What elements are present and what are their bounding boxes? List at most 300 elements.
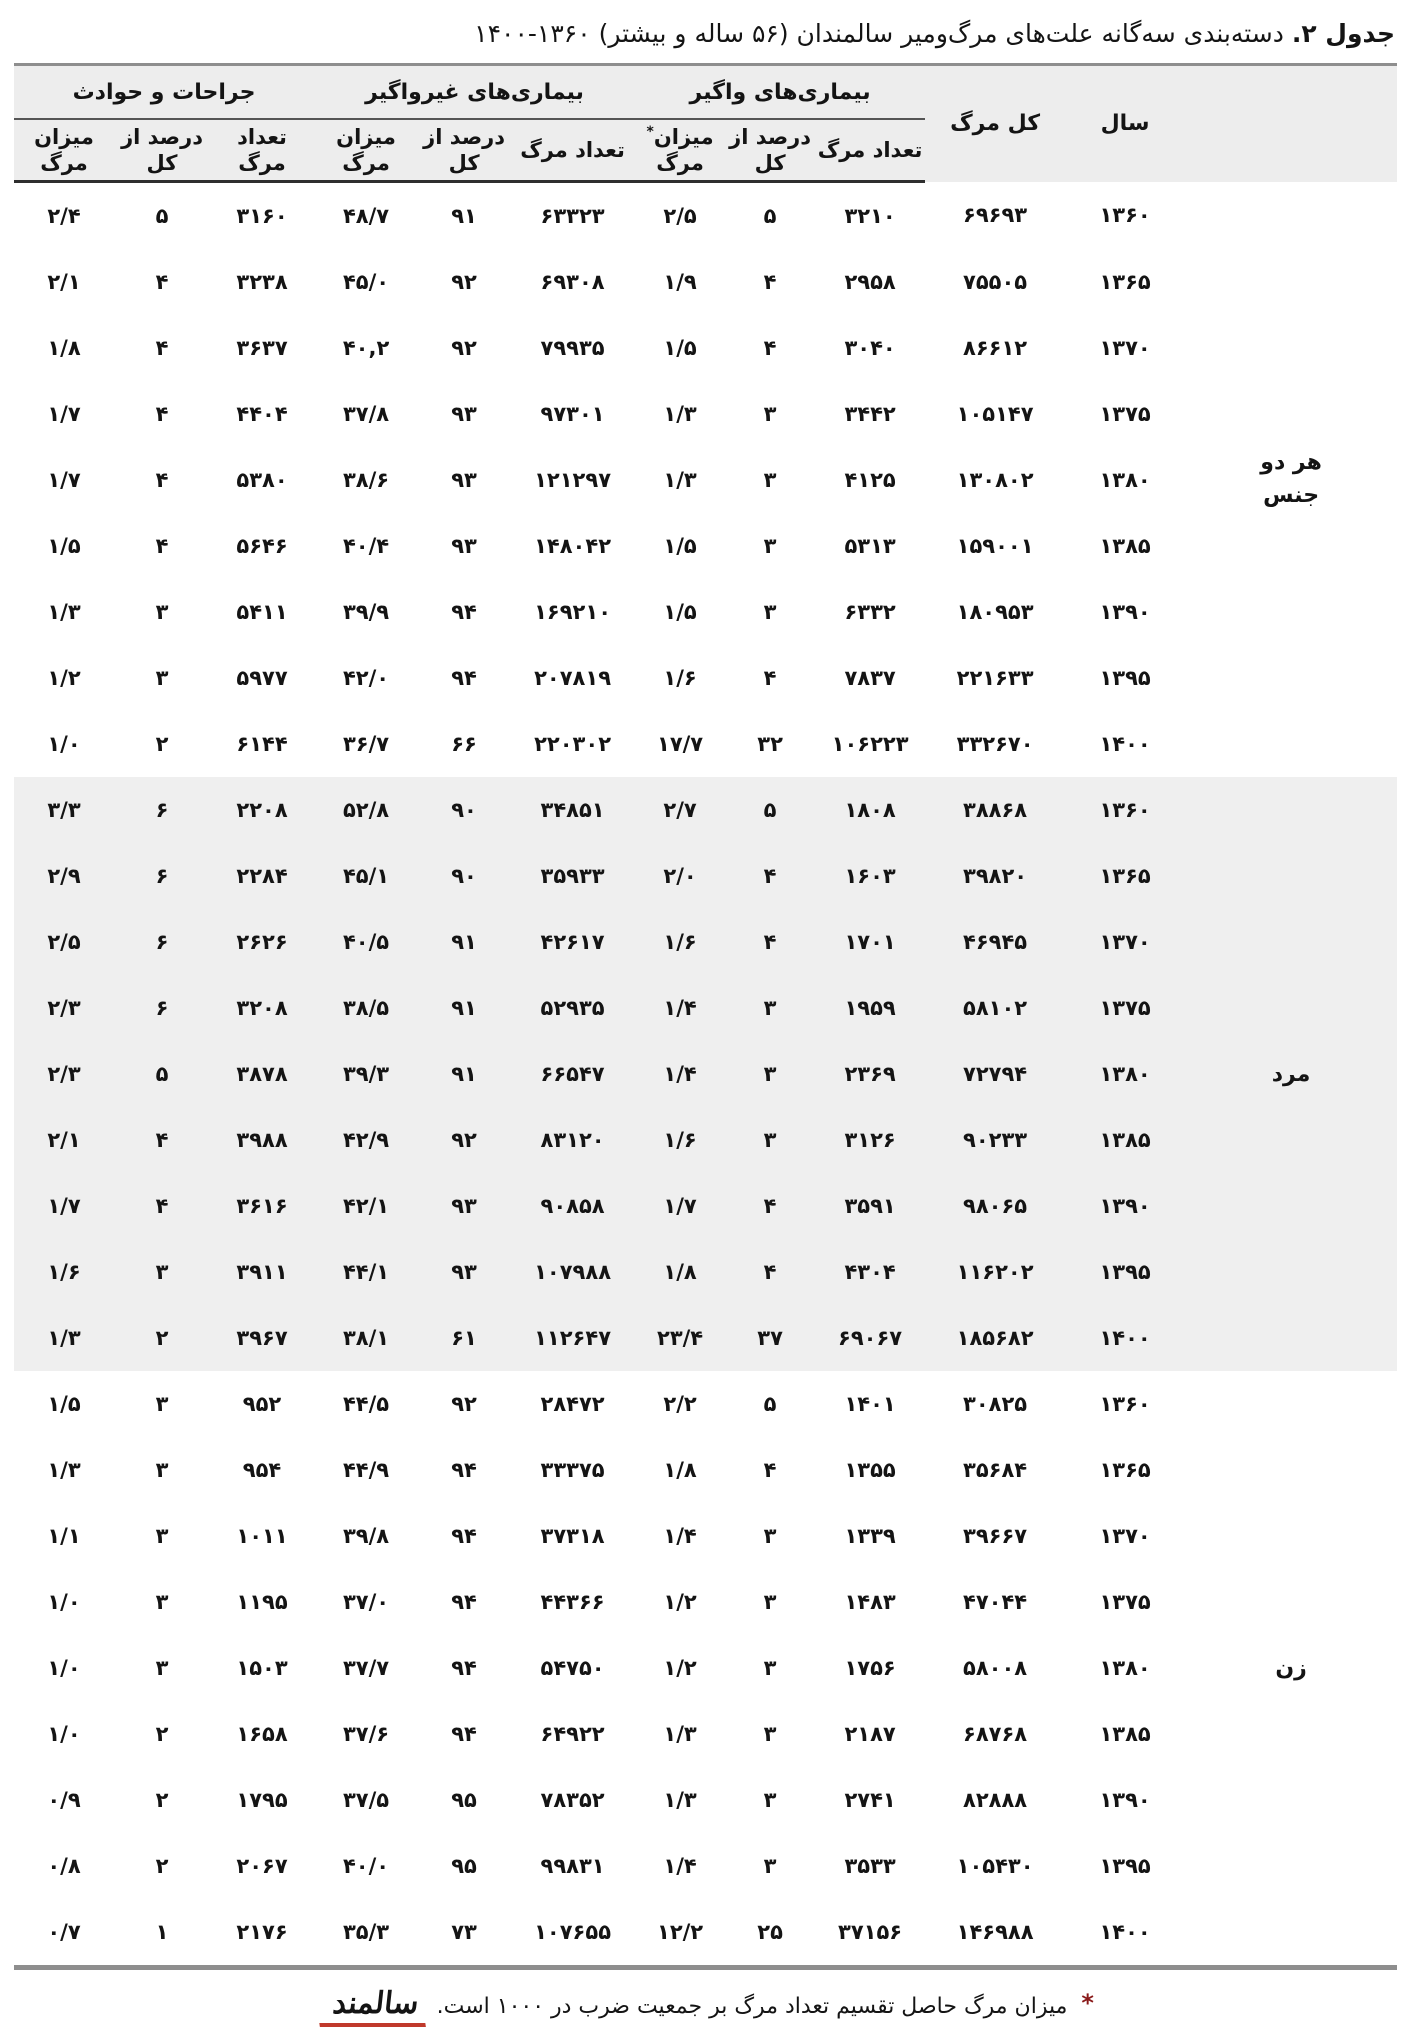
cell-total: ۶۸۷۶۸ <box>963 1722 1028 1746</box>
cell-injuries-count: ۲۰۶۷ <box>236 1854 288 1878</box>
cell-noncontagious-count: ۹۹۸۳۱ <box>540 1854 605 1878</box>
cell-year: ۱۳۸۵ <box>1099 1722 1151 1746</box>
cell-contagious-rate: ۱/۳ <box>663 1788 697 1812</box>
cell-year: ۱۳۷۵ <box>1099 402 1151 426</box>
cell-year: ۱۳۷۰ <box>1065 909 1185 975</box>
cell-noncontagious-count: ۳۳۳۷۵ <box>540 1458 605 1482</box>
cell-injuries-rate: ۱/۵ <box>47 534 81 558</box>
cell-noncontagious-percent: ۹۱ <box>418 909 510 975</box>
cell-injuries-percent: ۳ <box>155 1458 169 1482</box>
cell-injuries-rate: ۱/۷ <box>14 1173 114 1239</box>
cell-injuries-percent: ۶ <box>114 909 210 975</box>
cell-noncontagious-rate: ۴۰/۰ <box>342 1854 390 1878</box>
cell-year: ۱۳۶۰ <box>1099 203 1151 228</box>
cell-contagious-rate: ۱/۵ <box>663 600 697 624</box>
cell-noncontagious-rate: ۴۴/۵ <box>342 1392 390 1416</box>
cell-injuries-count: ۵۴۱۱ <box>236 600 288 624</box>
header-injuries-percent: درصد از کل <box>114 119 210 182</box>
cell-noncontagious-percent: ۹۱ <box>418 975 510 1041</box>
header-noncontagious-count: تعداد مرگ <box>510 119 635 182</box>
cell-total: ۹۰۲۳۳ <box>925 1107 1065 1173</box>
cell-noncontagious-count: ۳۷۳۱۸ <box>540 1524 605 1548</box>
cell-injuries-count: ۲۶۲۶ <box>210 909 314 975</box>
cell-total: ۱۰۵۴۳۰ <box>956 1854 1034 1878</box>
cell-injuries-count: ۲۲۰۸ <box>210 777 314 843</box>
cell-injuries-count: ۳۹۶۷ <box>210 1305 314 1371</box>
cell-injuries-count: ۳۹۱۱ <box>210 1239 314 1305</box>
cell-injuries-percent: ۶ <box>114 777 210 843</box>
cell-injuries-rate: ۱/۱ <box>47 1524 81 1548</box>
cell-injuries-percent: ۴ <box>155 468 169 492</box>
cell-noncontagious-count: ۲۰۷۸۱۹ <box>534 666 612 690</box>
table-body <box>14 182 1397 1968</box>
cell-noncontagious-rate: ۴۰/۵ <box>314 909 418 975</box>
cell-injuries-count: ۱۶۵۸ <box>236 1722 288 1746</box>
cell-year: ۱۴۰۰ <box>1065 1305 1185 1371</box>
cell-contagious-count: ۱۴۸۳ <box>844 1590 896 1614</box>
header-contagious-diseases: بیماری‌های واگیر <box>635 65 925 120</box>
cell-year: ۱۳۷۵ <box>1099 1590 1151 1614</box>
cell-noncontagious-count: ۴۲۶۱۷ <box>510 909 635 975</box>
header-injuries-accidents: جراحات و حوادث <box>14 65 314 120</box>
cell-injuries-rate: ۱/۳ <box>47 1458 81 1482</box>
cell-injuries-count: ۴۴۰۴ <box>236 402 288 426</box>
header-contagious-percent: درصد از کل <box>725 119 815 182</box>
cell-contagious-count: ۱۴۰۱ <box>844 1392 896 1416</box>
cell-injuries-count: ۱۱۹۵ <box>236 1590 288 1614</box>
cell-noncontagious-count: ۶۶۵۴۷ <box>510 1041 635 1107</box>
footnote-text: میزان مرگ حاصل تقسیم تعداد مرگ بر جمعیت ضرب در ۱۰۰۰ است. <box>436 1994 1068 2019</box>
cell-year: ۱۳۸۵ <box>1099 534 1151 558</box>
cell-noncontagious-rate: ۴۲/۱ <box>314 1173 418 1239</box>
cell-injuries-rate: ۱/۰ <box>47 732 81 756</box>
cell-contagious-percent: ۳۲ <box>757 732 783 756</box>
cell-contagious-percent: ۳ <box>725 975 815 1041</box>
table-row-both-۱۳۶۰ <box>14 182 1397 250</box>
group-header-row <box>14 65 1397 120</box>
cell-injuries-rate: ۱/۳ <box>14 1305 114 1371</box>
cell-contagious-count: ۲۱۸۷ <box>844 1722 896 1746</box>
cell-contagious-percent: ۲۵ <box>757 1920 783 1944</box>
header-injuries-rate: میزان مرگ <box>14 119 114 182</box>
cell-injuries-percent: ۳ <box>155 1590 169 1614</box>
cell-total: ۳۹۶۶۷ <box>963 1524 1028 1548</box>
cell-contagious-percent: ۳ <box>763 1854 777 1878</box>
cell-noncontagious-percent: ۹۲ <box>451 270 477 294</box>
cell-contagious-count: ۱۷۵۶ <box>844 1656 896 1680</box>
cell-injuries-percent: ۳ <box>155 1524 169 1548</box>
cell-injuries-count: ۶۱۴۴ <box>236 732 288 756</box>
cell-contagious-count: ۷۸۳۷ <box>844 666 896 690</box>
cell-injuries-rate: ۲/۳ <box>14 1041 114 1107</box>
cell-injuries-rate: ۱/۷ <box>47 402 81 426</box>
cell-contagious-percent: ۴ <box>763 270 777 294</box>
cell-injuries-percent: ۱ <box>155 1920 169 1944</box>
cell-injuries-rate: ۱/۶ <box>14 1239 114 1305</box>
cell-noncontagious-percent: ۹۴ <box>451 600 477 624</box>
cell-noncontagious-rate: ۴۰,۲ <box>342 336 390 360</box>
cell-contagious-rate: ۲/۵ <box>663 204 697 228</box>
cell-contagious-percent: ۳ <box>725 1041 815 1107</box>
cell-injuries-rate: ۲/۱ <box>47 270 81 294</box>
cell-noncontagious-rate: ۳۸/۵ <box>314 975 418 1041</box>
cell-contagious-count: ۳۰۴۰ <box>844 336 896 360</box>
footnote-marker: * <box>646 123 654 140</box>
cell-injuries-percent: ۶ <box>114 975 210 1041</box>
cell-injuries-count: ۱۵۰۳ <box>236 1656 288 1680</box>
cell-contagious-count: ۱۹۵۹ <box>815 975 925 1041</box>
cell-contagious-count: ۳۷۱۵۶ <box>838 1920 903 1944</box>
cell-noncontagious-percent: ۹۲ <box>451 336 477 360</box>
cell-contagious-percent: ۳ <box>763 1524 777 1548</box>
cell-contagious-count: ۱۸۰۸ <box>815 777 925 843</box>
cell-noncontagious-percent: ۹۱ <box>418 1041 510 1107</box>
header-contagious-rate-starred <box>635 119 725 182</box>
rate-word: میزان* <box>646 123 714 149</box>
cell-contagious-rate: ۱/۹ <box>663 270 697 294</box>
cell-noncontagious-count: ۳۴۸۵۱ <box>510 777 635 843</box>
cell-contagious-percent: ۴ <box>725 1239 815 1305</box>
cell-noncontagious-count: ۱۱۲۶۴۷ <box>510 1305 635 1371</box>
cell-noncontagious-rate: ۳۹/۸ <box>342 1524 390 1548</box>
cell-contagious-rate: ۱/۳ <box>663 468 697 492</box>
cell-year: ۱۳۸۰ <box>1099 468 1151 492</box>
cell-contagious-rate: ۱/۴ <box>635 1041 725 1107</box>
cell-total: ۴۶۹۴۵ <box>925 909 1065 975</box>
cell-injuries-percent: ۵ <box>114 1041 210 1107</box>
cell-contagious-percent: ۵ <box>725 777 815 843</box>
cell-injuries-count: ۲۲۸۴ <box>210 843 314 909</box>
cell-injuries-percent: ۳ <box>114 1239 210 1305</box>
cell-noncontagious-rate: ۵۲/۸ <box>314 777 418 843</box>
cell-year: ۱۳۷۵ <box>1065 975 1185 1041</box>
cell-contagious-percent: ۴ <box>725 1173 815 1239</box>
cell-noncontagious-percent: ۹۰ <box>418 843 510 909</box>
cell-noncontagious-rate: ۳۹/۳ <box>314 1041 418 1107</box>
cell-noncontagious-percent: ۹۴ <box>451 1722 477 1746</box>
cell-year: ۱۳۸۰ <box>1099 1656 1151 1680</box>
cell-contagious-percent: ۳ <box>763 1590 777 1614</box>
cell-contagious-count: ۲۳۶۹ <box>815 1041 925 1107</box>
cell-injuries-percent: ۳ <box>155 600 169 624</box>
cell-injuries-rate: ۱/۰ <box>47 1590 81 1614</box>
journal-logo: سالمند <box>314 1986 425 2027</box>
table-title <box>14 0 1397 63</box>
cell-noncontagious-rate: ۳۷/۰ <box>342 1590 390 1614</box>
cell-noncontagious-percent: ۹۴ <box>451 1590 477 1614</box>
cell-contagious-count: ۶۹۰۶۷ <box>815 1305 925 1371</box>
cell-noncontagious-count: ۵۴۷۵۰ <box>540 1656 605 1680</box>
cell-injuries-rate: ۲/۱ <box>14 1107 114 1173</box>
cell-injuries-percent: ۲ <box>155 1722 169 1746</box>
cell-injuries-rate: ۲/۹ <box>14 843 114 909</box>
cell-noncontagious-count: ۶۹۳۰۸ <box>540 270 605 294</box>
cell-total: ۵۸۱۰۲ <box>925 975 1065 1041</box>
cell-injuries-count: ۳۸۷۸ <box>210 1041 314 1107</box>
cell-contagious-count: ۵۳۱۳ <box>844 534 896 558</box>
cell-injuries-rate: ۲/۵ <box>14 909 114 975</box>
cell-contagious-percent: ۵ <box>763 1392 777 1416</box>
cell-contagious-percent: ۳ <box>763 1722 777 1746</box>
cell-noncontagious-percent: ۷۳ <box>451 1920 477 1944</box>
cell-injuries-rate: ۱/۳ <box>47 600 81 624</box>
cell-total: ۱۵۹۰۰۱ <box>956 534 1034 558</box>
footnote <box>14 1986 1397 2027</box>
cell-year: ۱۳۸۵ <box>1065 1107 1185 1173</box>
cell-noncontagious-percent: ۹۳ <box>451 534 477 558</box>
cell-year: ۱۳۶۰ <box>1065 777 1185 843</box>
cell-contagious-rate: ۱/۴ <box>663 1524 697 1548</box>
cell-total: ۱۸۵۶۸۲ <box>925 1305 1065 1371</box>
cell-injuries-rate: ۱/۸ <box>47 336 81 360</box>
cell-contagious-rate: ۱/۳ <box>663 402 697 426</box>
cell-noncontagious-count: ۴۴۳۶۶ <box>540 1590 605 1614</box>
cell-noncontagious-percent: ۹۴ <box>451 1458 477 1482</box>
cell-contagious-count: ۱۳۳۹ <box>844 1524 896 1548</box>
cell-injuries-rate: ۳/۳ <box>14 777 114 843</box>
cell-year: ۱۳۶۵ <box>1099 270 1151 294</box>
cell-noncontagious-rate: ۴۸/۷ <box>342 204 390 228</box>
cell-noncontagious-rate: ۴۲/۰ <box>342 666 390 690</box>
cell-injuries-percent: ۴ <box>114 1107 210 1173</box>
header-total-deaths: کل مرگ <box>925 65 1065 182</box>
cell-contagious-count: ۱۶۰۳ <box>815 843 925 909</box>
cell-contagious-rate: ۲۳/۴ <box>635 1305 725 1371</box>
cell-noncontagious-rate: ۴۲/۹ <box>314 1107 418 1173</box>
cell-injuries-count: ۹۵۲ <box>242 1392 282 1416</box>
cell-injuries-rate: ۲/۴ <box>47 204 81 228</box>
cell-noncontagious-percent: ۹۳ <box>418 1239 510 1305</box>
cell-noncontagious-percent: ۹۴ <box>451 1524 477 1548</box>
cell-contagious-rate: ۱۲/۲ <box>657 1920 704 1944</box>
cell-year: ۱۳۹۰ <box>1099 1788 1151 1812</box>
cell-injuries-percent: ۶ <box>114 843 210 909</box>
cell-total: ۸۶۶۱۲ <box>963 336 1028 360</box>
cell-noncontagious-percent: ۹۴ <box>451 666 477 690</box>
cell-contagious-count: ۲۷۴۱ <box>844 1788 896 1812</box>
cell-noncontagious-count: ۱۰۷۹۸۸ <box>510 1239 635 1305</box>
cell-noncontagious-percent: ۶۶ <box>451 732 477 756</box>
cell-injuries-count: ۵۹۷۷ <box>236 666 288 690</box>
cell-contagious-rate: ۱/۲ <box>663 1590 697 1614</box>
cell-noncontagious-rate: ۳۸/۶ <box>342 468 390 492</box>
cell-total: ۱۸۰۹۵۳ <box>956 600 1034 624</box>
cell-total: ۹۸۰۶۵ <box>925 1173 1065 1239</box>
cell-injuries-percent: ۲ <box>155 732 169 756</box>
cell-total: ۵۸۰۰۸ <box>963 1656 1028 1680</box>
cell-noncontagious-count: ۱۶۹۲۱۰ <box>534 600 612 624</box>
cell-total: ۳۸۸۶۸ <box>925 777 1065 843</box>
cell-contagious-rate: ۱/۸ <box>635 1239 725 1305</box>
cell-contagious-rate: ۱/۶ <box>663 666 697 690</box>
cell-injuries-count: ۵۶۴۶ <box>236 534 288 558</box>
cell-total: ۳۹۸۲۰ <box>925 843 1065 909</box>
cell-injuries-count: ۳۶۳۷ <box>236 336 288 360</box>
cell-contagious-rate: ۱۷/۷ <box>657 732 704 756</box>
table-title-number: جدول ۲. <box>1291 19 1395 48</box>
cell-injuries-count: ۱۷۹۵ <box>236 1788 288 1812</box>
cell-total: ۱۳۰۸۰۲ <box>956 468 1034 492</box>
cell-injuries-percent: ۴ <box>155 270 169 294</box>
cell-year: ۱۳۷۰ <box>1099 336 1151 360</box>
cell-injuries-rate: ۱/۰ <box>47 1656 81 1680</box>
cell-noncontagious-rate: ۴۴/۹ <box>342 1458 390 1482</box>
cell-contagious-percent: ۳ <box>763 600 777 624</box>
cell-injuries-rate: ۱/۷ <box>47 468 81 492</box>
cell-year: ۱۴۰۰ <box>1099 1920 1151 1944</box>
cell-injuries-percent: ۴ <box>155 336 169 360</box>
cell-year: ۱۳۶۰ <box>1099 1392 1151 1416</box>
cell-year: ۱۳۹۰ <box>1065 1173 1185 1239</box>
cell-injuries-count: ۳۱۶۰ <box>236 204 288 228</box>
cell-contagious-percent: ۳ <box>763 1656 777 1680</box>
cell-contagious-percent: ۴ <box>763 1458 777 1482</box>
cell-total: ۷۵۵۰۵ <box>963 270 1028 294</box>
page <box>14 0 1397 2027</box>
cell-contagious-count: ۳۵۳۳ <box>844 1854 896 1878</box>
cell-noncontagious-count: ۵۲۹۳۵ <box>510 975 635 1041</box>
cell-total: ۷۲۷۹۴ <box>925 1041 1065 1107</box>
cell-contagious-rate: ۱/۷ <box>635 1173 725 1239</box>
cell-contagious-rate: ۱/۴ <box>635 975 725 1041</box>
cell-injuries-count: ۹۵۴ <box>242 1458 282 1482</box>
cell-noncontagious-percent: ۶۱ <box>418 1305 510 1371</box>
cell-injuries-count: ۳۶۱۶ <box>210 1173 314 1239</box>
cell-noncontagious-rate: ۴۵/۱ <box>314 843 418 909</box>
cell-injuries-percent: ۳ <box>155 666 169 690</box>
cell-total: ۳۳۲۶۷۰ <box>956 732 1034 756</box>
cell-contagious-rate: ۱/۶ <box>635 909 725 975</box>
cell-contagious-rate: ۱/۲ <box>663 1656 697 1680</box>
cell-contagious-rate: ۲/۰ <box>635 843 725 909</box>
cell-noncontagious-rate: ۴۴/۱ <box>314 1239 418 1305</box>
cell-noncontagious-percent: ۹۲ <box>451 1392 477 1416</box>
cell-total: ۱۱۶۲۰۲ <box>925 1239 1065 1305</box>
cell-noncontagious-count: ۷۹۹۳۵ <box>540 336 605 360</box>
cell-total: ۱۰۵۱۴۷ <box>956 402 1034 426</box>
cell-noncontagious-rate: ۳۵/۳ <box>342 1920 390 1944</box>
cell-contagious-percent: ۳ <box>763 1788 777 1812</box>
table-row-female-۱۳۶۰ <box>14 1371 1397 1437</box>
group-label-male: مرد <box>1185 777 1397 1371</box>
cell-year: ۱۳۹۵ <box>1065 1239 1185 1305</box>
cell-noncontagious-count: ۲۸۴۷۲ <box>540 1392 605 1416</box>
table-title-text: دسته‌بندی سه‌گانه علت‌های مرگ‌ومیر سالمندان (۵۶ ساله و بیشتر) ۱۳۶۰-۱۴۰۰ <box>474 19 1284 48</box>
cell-injuries-rate: ۱/۰ <box>47 1722 81 1746</box>
cell-noncontagious-percent: ۹۳ <box>451 402 477 426</box>
cell-contagious-count: ۴۱۲۵ <box>844 468 896 492</box>
cell-contagious-percent: ۳ <box>763 468 777 492</box>
cell-contagious-rate: ۱/۸ <box>663 1458 697 1482</box>
cell-contagious-count: ۱۷۰۱ <box>815 909 925 975</box>
cell-noncontagious-count: ۱۲۱۲۹۷ <box>534 468 612 492</box>
cell-noncontagious-rate: ۳۷/۸ <box>342 402 390 426</box>
cell-contagious-percent: ۳ <box>725 1107 815 1173</box>
mortality-table <box>14 63 1397 1970</box>
cell-noncontagious-count: ۷۸۳۵۲ <box>540 1788 605 1812</box>
cell-year: ۱۳۹۵ <box>1099 1854 1151 1878</box>
cell-contagious-count: ۲۹۵۸ <box>844 270 896 294</box>
cell-total: ۶۹۶۹۳ <box>963 203 1028 228</box>
cell-noncontagious-count: ۲۲۰۳۰۲ <box>534 732 612 756</box>
cell-injuries-count: ۳۲۰۸ <box>210 975 314 1041</box>
cell-noncontagious-count: ۸۳۱۲۰ <box>510 1107 635 1173</box>
cell-contagious-rate: ۲/۷ <box>635 777 725 843</box>
cell-total: ۳۵۶۸۴ <box>963 1458 1028 1482</box>
cell-injuries-count: ۵۳۸۰ <box>236 468 288 492</box>
cell-noncontagious-count: ۳۵۹۳۳ <box>510 843 635 909</box>
cell-contagious-rate: ۱/۳ <box>663 1722 697 1746</box>
cell-noncontagious-rate: ۴۰/۴ <box>342 534 390 558</box>
cell-noncontagious-rate: ۳۷/۷ <box>342 1656 390 1680</box>
cell-noncontagious-percent: ۹۲ <box>418 1107 510 1173</box>
rate-word2: مرگ <box>656 151 704 175</box>
cell-year: ۱۴۰۰ <box>1099 732 1151 756</box>
cell-injuries-rate: ۱/۲ <box>47 666 81 690</box>
cell-total: ۱۴۶۹۸۸ <box>956 1920 1034 1944</box>
cell-injuries-rate: ۰/۹ <box>47 1788 81 1812</box>
cell-injuries-percent: ۴ <box>155 534 169 558</box>
header-injuries-count: تعداد مرگ <box>210 119 314 182</box>
cell-contagious-count: ۶۳۳۲ <box>844 600 896 624</box>
cell-noncontagious-percent: ۹۴ <box>451 1656 477 1680</box>
cell-injuries-count: ۱۰۱۱ <box>236 1524 288 1548</box>
cell-contagious-percent: ۳ <box>763 402 777 426</box>
cell-noncontagious-rate: ۳۸/۱ <box>314 1305 418 1371</box>
cell-noncontagious-count: ۶۴۹۲۲ <box>540 1722 605 1746</box>
cell-injuries-rate: ۱/۵ <box>47 1392 81 1416</box>
cell-injuries-rate: ۲/۳ <box>14 975 114 1041</box>
cell-total: ۴۷۰۴۴ <box>963 1590 1028 1614</box>
cell-noncontagious-rate: ۳۶/۷ <box>342 732 390 756</box>
cell-noncontagious-percent: ۹۱ <box>451 204 477 228</box>
cell-noncontagious-percent: ۹۵ <box>451 1854 477 1878</box>
cell-total: ۳۰۸۲۵ <box>963 1392 1028 1416</box>
cell-contagious-percent: ۳ <box>763 534 777 558</box>
cell-noncontagious-count: ۹۷۳۰۱ <box>540 402 605 426</box>
cell-contagious-rate: ۱/۶ <box>635 1107 725 1173</box>
cell-noncontagious-count: ۱۰۷۶۵۵ <box>534 1920 612 1944</box>
cell-injuries-count: ۳۲۳۸ <box>236 270 288 294</box>
cell-contagious-count: ۳۵۹۱ <box>815 1173 925 1239</box>
cell-contagious-rate: ۱/۴ <box>663 1854 697 1878</box>
cell-contagious-rate: ۱/۵ <box>663 336 697 360</box>
table-row-male-۱۳۶۰ <box>14 777 1397 843</box>
cell-contagious-rate: ۱/۵ <box>663 534 697 558</box>
cell-total: ۲۲۱۶۳۳ <box>956 666 1034 690</box>
cell-year: ۱۳۶۵ <box>1065 843 1185 909</box>
cell-noncontagious-rate: ۴۵/۰ <box>342 270 390 294</box>
cell-contagious-count: ۳۴۴۲ <box>844 402 896 426</box>
cell-noncontagious-percent: ۹۳ <box>451 468 477 492</box>
group-column-header-empty <box>1185 65 1397 182</box>
cell-year: ۱۳۹۰ <box>1099 600 1151 624</box>
cell-injuries-percent: ۲ <box>155 1788 169 1812</box>
cell-noncontagious-count: ۹۰۸۵۸ <box>510 1173 635 1239</box>
cell-contagious-percent: ۳۷ <box>725 1305 815 1371</box>
cell-contagious-percent: ۴ <box>763 666 777 690</box>
cell-noncontagious-percent: ۹۰ <box>418 777 510 843</box>
cell-noncontagious-percent: ۹۵ <box>451 1788 477 1812</box>
cell-noncontagious-rate: ۳۹/۹ <box>342 600 390 624</box>
header-noncontagious-rate: میزان مرگ <box>314 119 418 182</box>
cell-injuries-rate: ۰/۸ <box>47 1854 81 1878</box>
cell-contagious-count: ۳۱۲۶ <box>815 1107 925 1173</box>
cell-injuries-percent: ۵ <box>155 204 169 228</box>
cell-noncontagious-count: ۱۴۸۰۴۲ <box>534 534 612 558</box>
cell-contagious-rate: ۲/۲ <box>663 1392 697 1416</box>
cell-contagious-percent: ۵ <box>763 204 777 228</box>
